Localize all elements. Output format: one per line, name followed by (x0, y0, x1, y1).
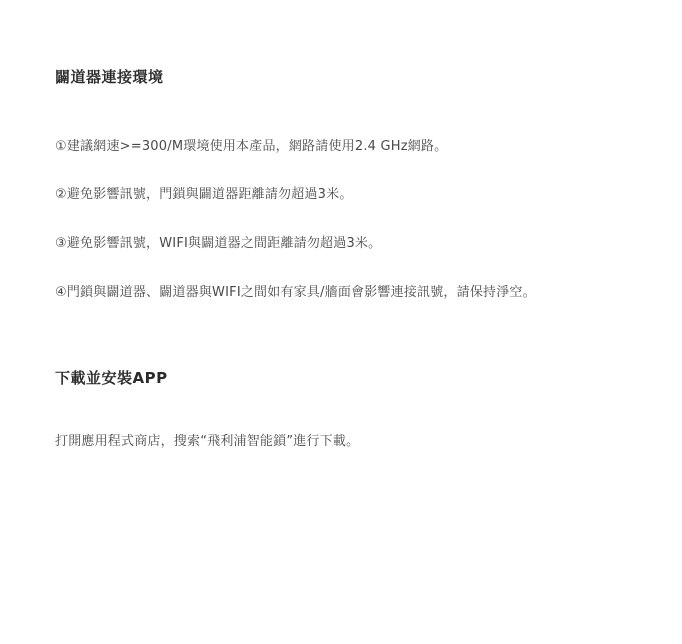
section-heading-gateway: 闢道器連接環境 (55, 68, 164, 86)
gateway-tip-1: ①建議網速>=300/M環境使用本產品，網路請使用2.4 GHz網路。 (55, 139, 448, 154)
gateway-tip-3: ③避免影響訊號，WIFI與闢道器之間距離請勿超過3米。 (55, 236, 382, 251)
gateway-tip-4: ④門鎖與闢道器、闢道器與WIFI之間如有家具/牆面會影響連接訊號，請保持淨空。 (55, 285, 536, 300)
download-app-instruction: 打開應用程式商店，搜索“飛利浦智能鎖”進行下載。 (55, 434, 360, 449)
gateway-tip-2: ②避免影響訊號，門鎖與闢道器距離請勿超過3米。 (55, 187, 353, 202)
section-heading-download-app: 下載並安裝APP (55, 369, 168, 387)
